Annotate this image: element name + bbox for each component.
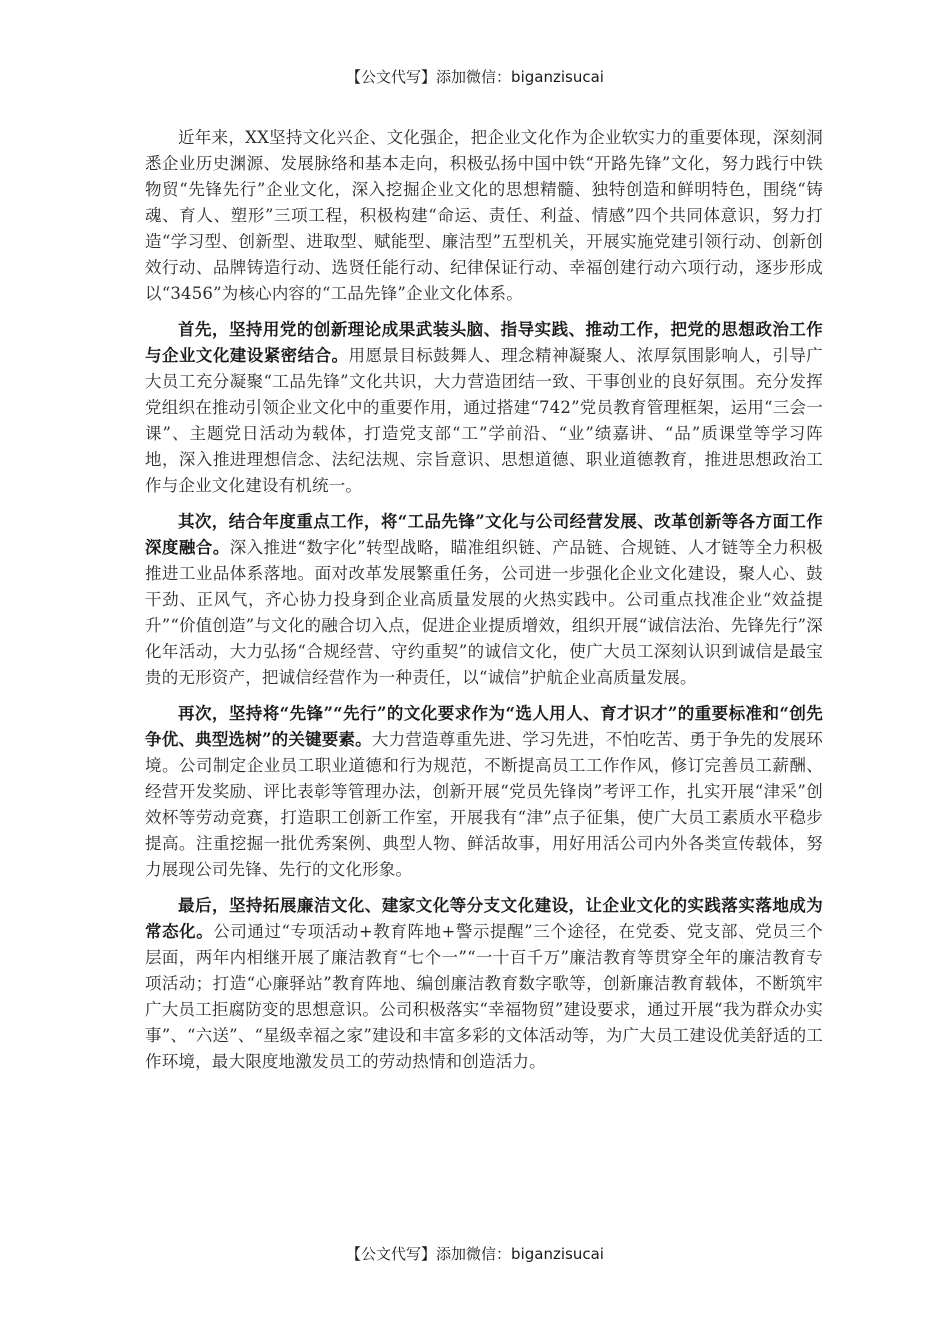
paragraph-lead: 首先，坚持用党的创新理论成果武装头脑、指导实践、推动工作，把党的思想政治工作与企业文化建设紧密结合。 (145, 320, 823, 365)
paragraph-lead: 再次，坚持将“先锋”“先行”的文化要求作为“选人用人、育才识才”的重要标准和“创先争优、典型选树”的关键要素。 (145, 704, 823, 749)
page-footer: 【公文代写】添加微信：biganzisucai (346, 1245, 604, 1263)
paragraph-intro (145, 125, 823, 307)
paragraph-lead: 最后，坚持拓展廉洁文化、建家文化等分支文化建设，让企业文化的实践落实落地成为常态化。 (145, 896, 823, 941)
paragraph-text: 近年来，XX坚持文化兴企、文化强企，把企业文化作为企业软实力的重要体现，深刻洞悉企业历史渊源、发展脉络和基本走向，积极弘扬中国中铁“开路先锋”文化，努力践行中铁物贸“先锋先行”企业文化，深入挖掘企业文化的思想精髓、独特创造和鲜明特色，围绕“铸魂、育人、塑形”三项工程，积极构建“命运、责任、利益、情感”四个共同体意识，努力打造“学习型、创新型、进取型、赋能型、廉洁型”五型机关，开展实施党建引领行动、创新创效行动、品牌铸造行动、选贤任能行动、纪律保证行动、幸福创建行动六项行动，逐步形成以“3456”为核心内容的“工品先锋”企业文化体系。 (145, 128, 823, 303)
paragraph-text: 公司通过“专项活动+教育阵地+警示提醒”三个途径，在党委、党支部、党员三个层面，两年内相继开展了廉洁教育“七个一”“一十百千万”廉洁教育等贯穿全年的廉洁教育专项活动；打造“心廉驿站”教育阵地、编创廉洁教育数字歌等，创新廉洁教育载体，不断筑牢广大员工拒腐防变的思想意识。公司积极落实“幸福物贸”建设要求，通过开展“我为群众办实事”、“六送”、“星级幸福之家”建设和丰富多彩的文体活动等，为广大员工建设优美舒适的工作环境，最大限度地激发员工的劳动热情和创造活力。 (145, 922, 823, 1071)
paragraph-lead: 其次，结合年度重点工作，将“工品先锋”文化与公司经营发展、改革创新等各方面工作深度融合。 (145, 512, 823, 557)
document-body (145, 125, 823, 1085)
paragraph-third (145, 701, 823, 883)
paragraph-text: 用愿景目标鼓舞人、理念精神凝聚人、浓厚氛围影响人，引导广大员工充分凝聚“工品先锋”文化共识，大力营造团结一致、干事创业的良好氛围。充分发挥党组织在推动引领企业文化中的重要作用，通过搭建“742”党员教育管理框架，运用“三会一课”、主题党日活动为载体，打造党支部“工”学前沿、“业”绩嘉讲、“品”质课堂等学习阵地，深入推进理想信念、法纪法规、宗旨意识、思想道德、职业道德教育，推进思想政治工作与企业文化建设有机统一。 (145, 346, 823, 495)
page-header: 【公文代写】添加微信：biganzisucai (346, 68, 604, 86)
paragraph-last (145, 893, 823, 1075)
paragraph-text: 深入推进“数字化”转型战略，瞄准组织链、产品链、合规链、人才链等全力积极推进工业品体系落地。面对改革发展繁重任务，公司进一步强化企业文化建设，聚人心、鼓干劲、正风气，齐心协力投身到企业高质量发展的火热实践中。公司重点找准企业“效益提升”“价值创造”与文化的融合切入点，促进企业提质增效，组织开展“诚信法治、先锋先行”深化年活动，大力弘扬“合规经营、守约重契”的诚信文化，使广大员工深刻认识到诚信是最宝贵的无形资产，把诚信经营作为一种责任，以“诚信”护航企业高质量发展。 (145, 538, 824, 687)
paragraph-second (145, 509, 823, 691)
paragraph-text: 大力营造尊重先进、学习先进，不怕吃苦、勇于争先的发展环境。公司制定企业员工职业道德和行为规范，不断提高员工工作作风，修订完善员工薪酬、经营开发奖励、评比表彰等管理办法，创新开展“党员先锋岗”考评工作，扎实开展“津采”创效杯等劳动竞赛，打造职工创新工作室，开展我有“津”点子征集，使广大员工素质水平稳步提高。注重挖掘一批优秀案例、典型人物、鲜活故事，用好用活公司内外各类宣传载体，努力展现公司先锋、先行的文化形象。 (145, 730, 823, 879)
paragraph-first (145, 317, 823, 499)
